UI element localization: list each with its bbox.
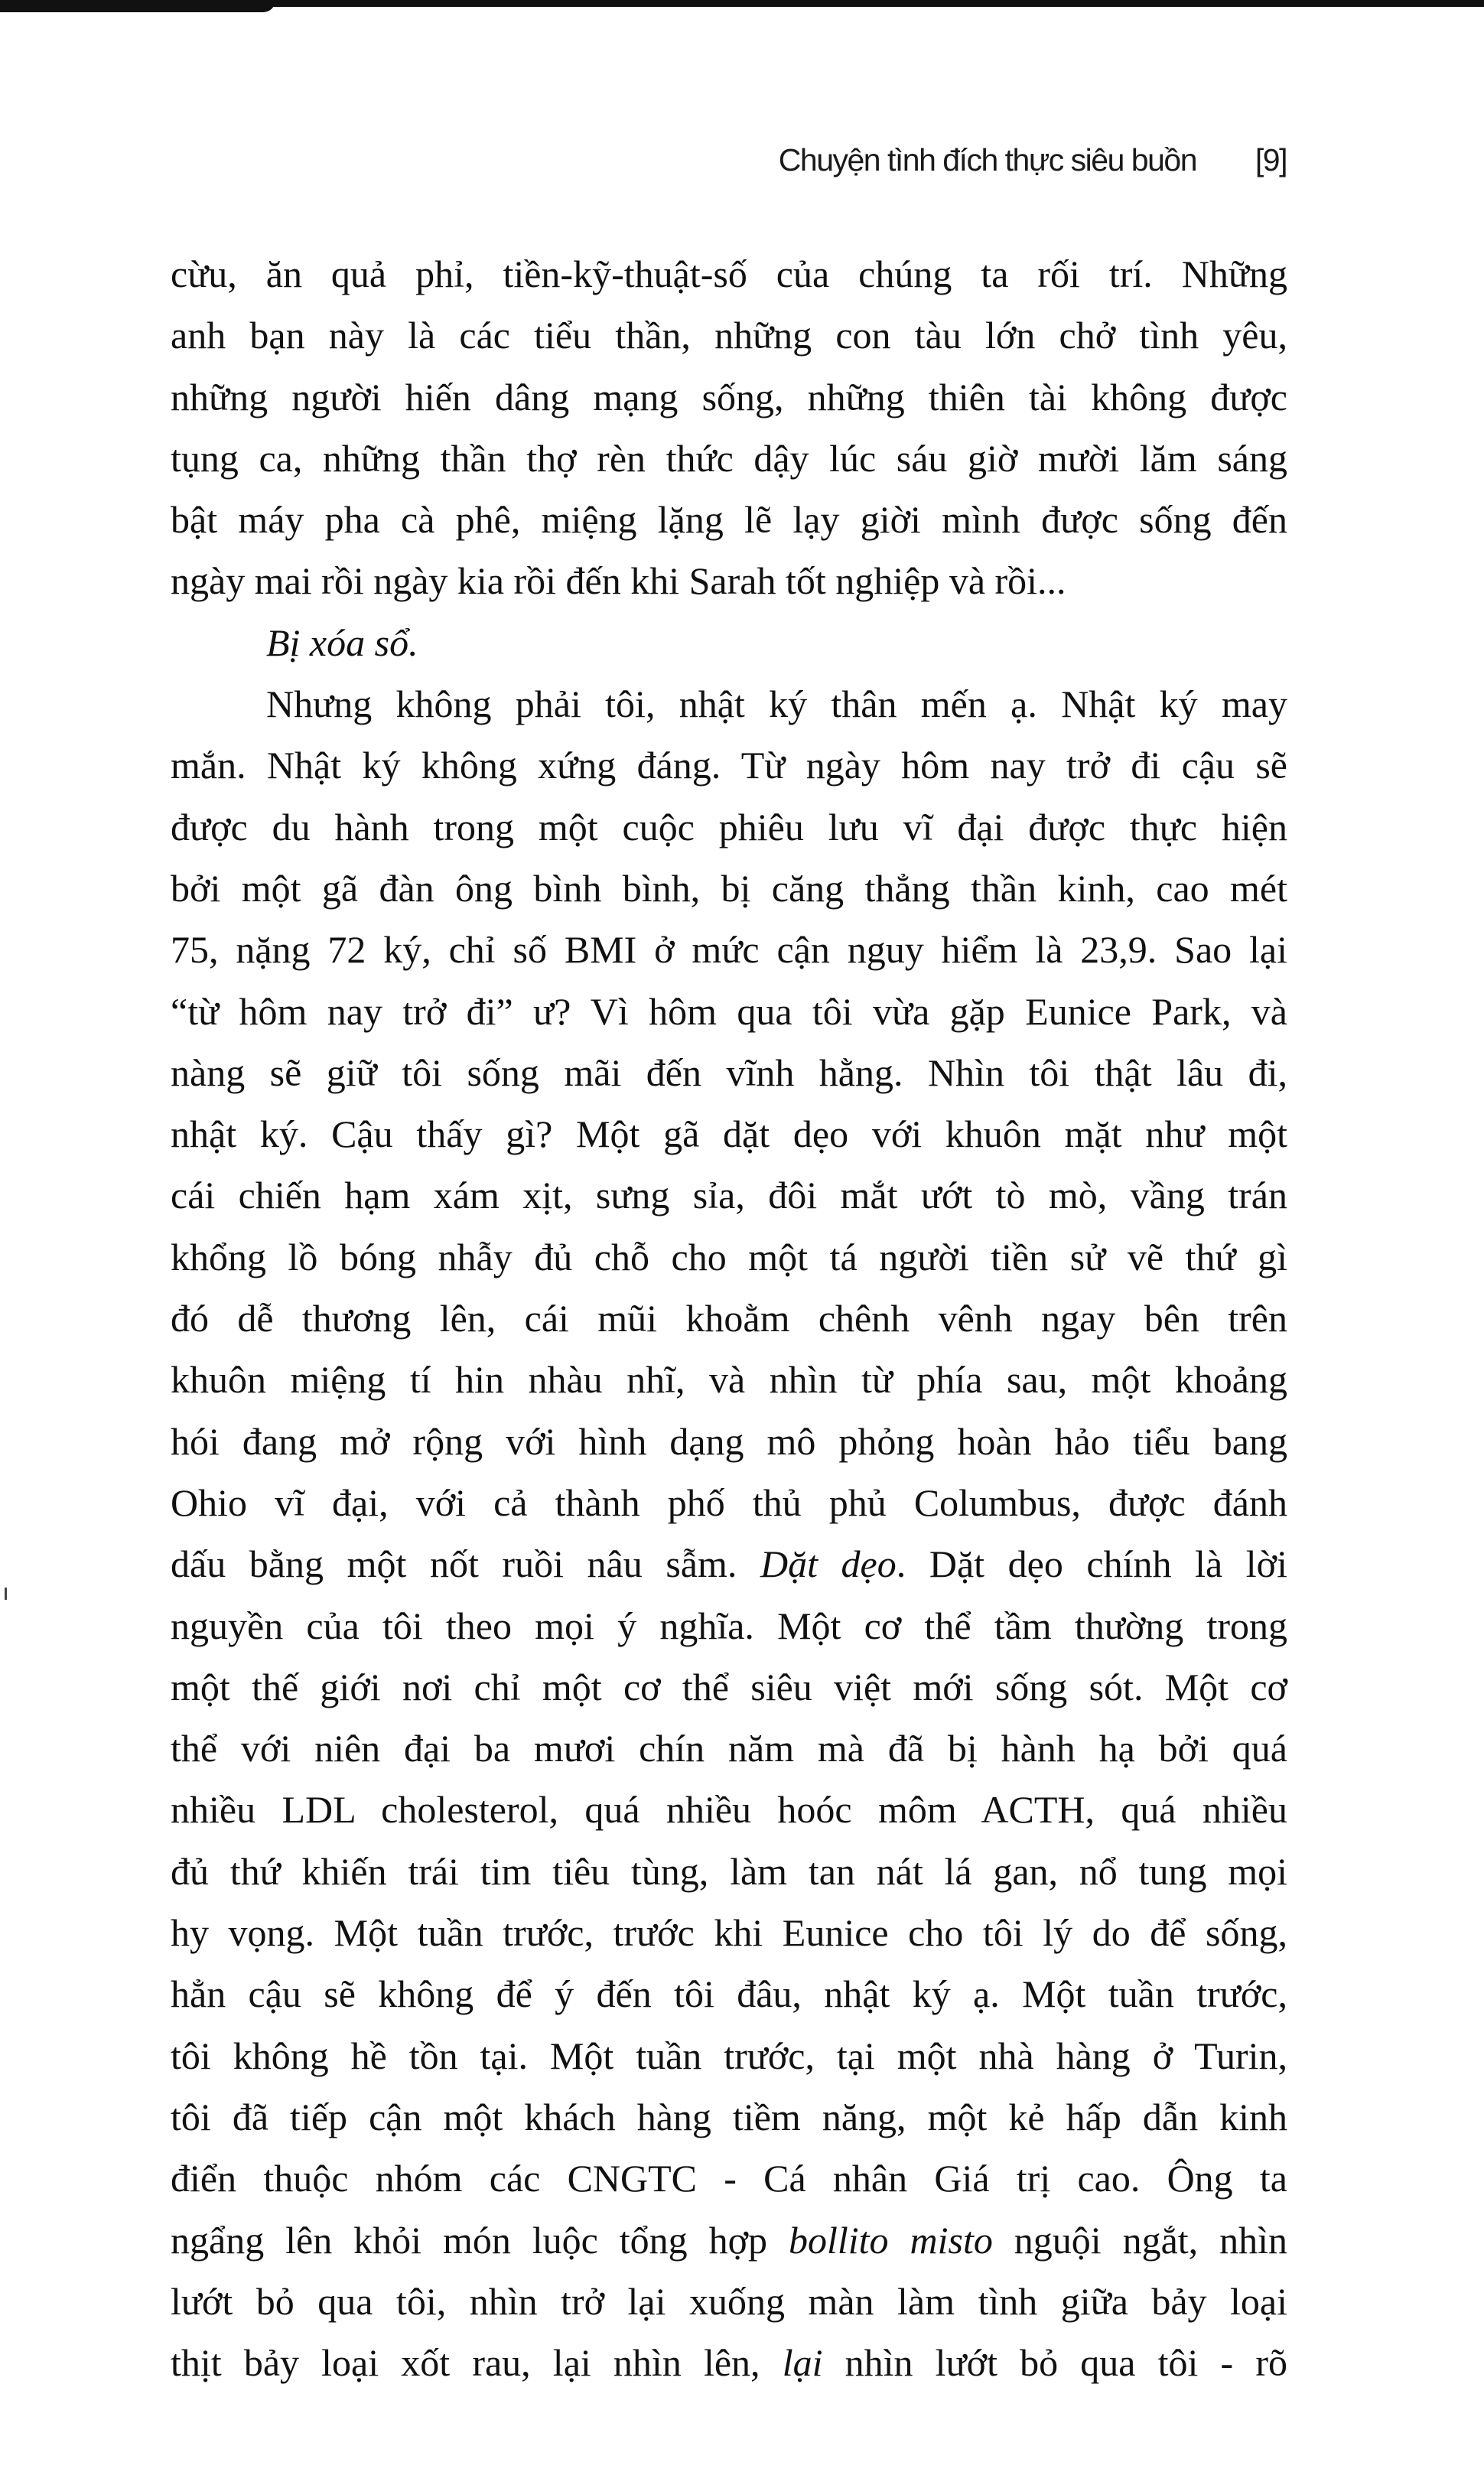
text-segment: thịt bảy loại xốt rau, lại nhìn lên,	[171, 2341, 783, 2385]
text-segment: ngẩng lên khỏi món luộc tổng hợp	[171, 2218, 789, 2262]
text-segment: hy vọng. Một tuần trước, trước khi Eunice cho tôi lý do để sống,	[171, 1911, 1287, 1955]
text-segment: đó dễ thương lên, cái mũi khoằm chênh vênh ngay bên trên	[171, 1297, 1287, 1340]
text-segment: những người hiến dâng mạng sống, những thiên tài không được	[171, 375, 1287, 419]
text-segment: bởi một gã đàn ông bình bình, bị căng thẳng thần kinh, cao mét	[171, 866, 1287, 910]
text-line	[171, 366, 1287, 428]
text-line	[171, 1349, 1287, 1410]
text-line	[171, 1164, 1287, 1226]
running-header	[688, 142, 1287, 188]
text-segment: ngày mai rồi ngày kia rồi đến khi Sarah tốt nghiệp và rồi...	[171, 559, 1066, 603]
text-segment: 75, nặng 72 ký, chỉ số BMI ở mức cận nguy hiểm là 23,9. Sao lại	[171, 928, 1287, 972]
text-segment: hói đang mở rộng với hình dạng mô phỏng hoàn hảo tiểu bang	[171, 1419, 1287, 1463]
text-segment: thể với niên đại ba mươi chín năm mà đã bị hành hạ bởi quá	[171, 1727, 1287, 1770]
text-line	[171, 673, 1287, 734]
text-segment: dấu bằng một nốt ruồi nâu sẫm.	[171, 1542, 760, 1586]
text-segment: tôi đã tiếp cận một khách hàng tiềm năng, một kẻ hấp dẫn kinh	[171, 2095, 1287, 2138]
text-segment: mắn. Nhật ký không xứng đáng. Từ ngày hôm nay trở đi cậu sẽ	[171, 744, 1287, 787]
text-segment: nguyền của tôi theo mọi ý nghĩa. Một cơ thể tầm thường trong	[171, 1604, 1287, 1647]
text-segment: một thế giới nơi chỉ một cơ thể siêu việt mới sống sót. Một cơ	[171, 1665, 1287, 1708]
text-segment: đủ thứ khiến trái tim tiêu tùng, làm tan nát lá gan, nổ tung mọi	[171, 1849, 1287, 1893]
text-line	[171, 2148, 1287, 2209]
italic-text: Dặt dẹo	[760, 1542, 897, 1586]
text-line	[171, 550, 1287, 611]
text-line	[171, 1595, 1287, 1656]
text-segment: bật máy pha cà phê, miệng lặng lẽ lạy giời mình được sống đến	[171, 498, 1287, 542]
text-line	[171, 2332, 1287, 2393]
text-line	[171, 1841, 1287, 1902]
text-line	[171, 305, 1287, 366]
text-segment: hẳn cậu sẽ không để ý đến tôi đâu, nhật ký ạ. Một tuần trước,	[171, 1972, 1287, 2016]
text-line	[171, 1411, 1287, 1472]
running-header-title: Chuyện tình đích thực siêu buồn	[778, 142, 1196, 178]
text-line	[171, 2086, 1287, 2148]
body-text	[171, 243, 1287, 2393]
text-segment: điển thuộc nhóm các CNGTC - Cá nhân Giá trị cao. Ông ta	[171, 2157, 1287, 2200]
text-line	[171, 1288, 1287, 1349]
text-segment: nhìn lướt bỏ qua tôi - rõ	[822, 2341, 1287, 2385]
text-segment: Nhưng không phải tôi, nhật ký thân mến ạ. Nhật ký may	[266, 682, 1287, 726]
text-line	[171, 1226, 1287, 1288]
text-line	[171, 796, 1287, 858]
text-line	[171, 1042, 1287, 1103]
text-line	[171, 489, 1287, 550]
text-segment: nguội ngắt, nhìn	[992, 2218, 1287, 2262]
text-segment: nhật ký. Cậu thấy gì? Một gã dặt dẹo với khuôn mặt như một	[171, 1112, 1287, 1156]
text-line	[171, 1472, 1287, 1533]
text-segment: . Dặt dẹo chính là lời	[896, 1542, 1287, 1586]
page-number: [9]	[1255, 142, 1287, 178]
text-line	[171, 858, 1287, 919]
text-segment: Ohio vĩ đại, với cả thành phố thủ phủ Columbus, được đánh	[171, 1480, 1287, 1524]
text-line	[171, 2210, 1287, 2271]
text-segment: nàng sẽ giữ tôi sống mãi đến vĩnh hằng. Nhìn tôi thật lâu đi,	[171, 1050, 1287, 1094]
text-line	[171, 1533, 1287, 1594]
text-line	[171, 1656, 1287, 1718]
text-line	[171, 981, 1287, 1042]
text-line	[171, 428, 1287, 489]
text-segment: cái chiến hạm xám xịt, sưng sỉa, đôi mắt ướt tò mò, vầng trán	[171, 1174, 1287, 1217]
text-segment: khổng lồ bóng nhẫy đủ chỗ cho một tá người tiền sử vẽ thứ gì	[171, 1235, 1287, 1278]
text-line	[171, 2025, 1287, 2086]
text-line	[171, 243, 1287, 305]
italic-text: Bị xóa sổ.	[266, 620, 418, 664]
text-line	[171, 1963, 1287, 2024]
text-line	[171, 1718, 1287, 1779]
text-segment: nhiều LDL cholesterol, quá nhiều hoóc môm ACTH, quá nhiều	[171, 1788, 1287, 1832]
text-line	[171, 2271, 1287, 2332]
text-line	[171, 919, 1287, 980]
margin-mark	[5, 1588, 7, 1600]
scan-corner-shadow	[0, 0, 275, 12]
text-segment: anh bạn này là các tiểu thần, những con tàu lớn chở tình yêu,	[171, 314, 1287, 357]
text-segment: “từ hôm nay trở đi” ư? Vì hôm qua tôi vừa gặp Eunice Park, và	[171, 989, 1287, 1033]
text-line	[171, 1779, 1287, 1840]
text-line	[171, 612, 1287, 673]
text-segment: cừu, ăn quả phỉ, tiền-kỹ-thuật-số của chúng ta rối trí. Những	[171, 252, 1287, 295]
text-segment: khuôn miệng tí hin nhàu nhĩ, và nhìn từ phía sau, một khoảng	[171, 1358, 1287, 1402]
italic-text: lại	[782, 2341, 823, 2385]
text-line	[171, 734, 1287, 796]
italic-text: bollito misto	[788, 2218, 993, 2262]
text-segment: lướt bỏ qua tôi, nhìn trở lại xuống màn làm tình giữa bảy loại	[171, 2279, 1287, 2323]
text-segment: được du hành trong một cuộc phiêu lưu vĩ đại được thực hiện	[171, 805, 1287, 848]
text-segment: tụng ca, những thần thợ rèn thức dậy lúc sáu giờ mười lăm sáng	[171, 436, 1287, 480]
text-segment: tôi không hề tồn tại. Một tuần trước, tại một nhà hàng ở Turin,	[171, 2034, 1287, 2077]
text-line	[171, 1902, 1287, 1963]
text-line	[171, 1103, 1287, 1164]
